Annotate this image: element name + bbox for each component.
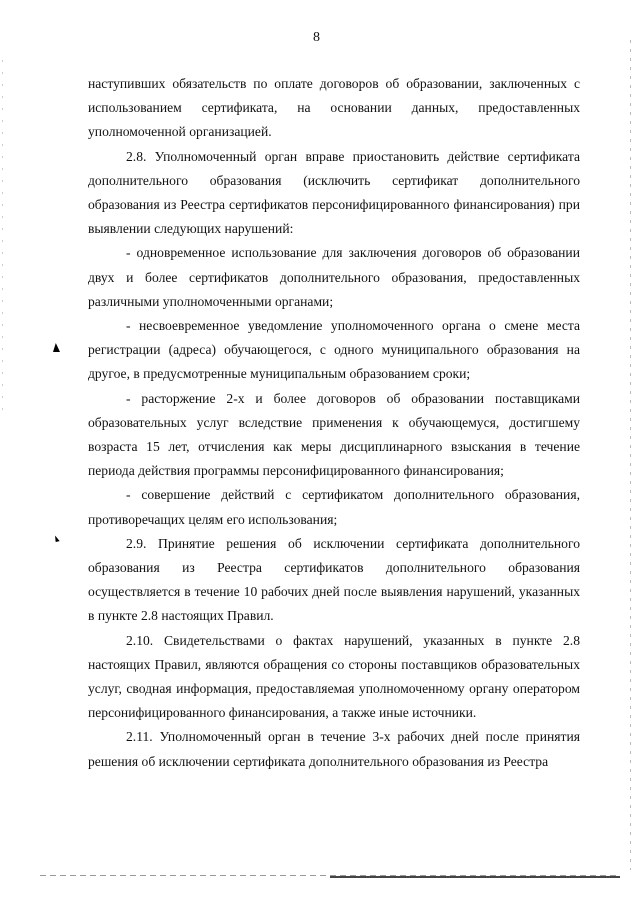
list-item-contrary-actions: - совершение действий с сертификатом дополнительного образования, противоречащих целям его использования; (88, 487, 580, 527)
list-item-contract-termination: - расторжение 2-х и более договоров об образовании поставщиками образовательных услуг вследствие применения к обучающемуся, достигшему возраста 15 лет, отчисления как меры дисциплинарного взыскания в течение периода действия программы персонифицированного финансирования; (88, 390, 580, 479)
scan-speck-mark (52, 535, 61, 543)
scan-edge-right (630, 40, 631, 870)
paragraph-2-8: 2.8. Уполномоченный орган вправе приостановить действие сертификата дополнительного образования (исключить сертификат дополнительного образования из Реестра сертификатов персонифицированного финансирования) при выявлении следующих нарушений: (88, 148, 580, 237)
list-item-late-notification: - несвоевременное уведомление уполномоченного органа о смене места регистрации (адреса) обучающегося, с одного муниципального образования на другое, в предусмотренные муниципальным образованием сроки; (88, 318, 580, 382)
paragraph-2-9: 2.9. Принятие решения об исключении сертификата дополнительного образования из Реестра сертификатов дополнительного образования осуществляется в течение 10 рабочих дней после выявления нарушений, указанных в пункте 2.8 настоящих Правил. (88, 535, 580, 624)
page-number: 8 (313, 30, 320, 45)
scan-speck-mark (53, 343, 60, 352)
scan-edge-left (2, 60, 3, 420)
paragraph-2-11: 2.11. Уполномоченный орган в течение 3-х рабочих дней после принятия решения об исключении сертификата дополнительного образования из Реестра (88, 729, 580, 769)
document-body (88, 72, 580, 774)
paragraph-2-10: 2.10. Свидетельствами о фактах нарушений, указанных в пункте 2.8 настоящих Правил, являются обращения со стороны поставщиков образовательных услуг, сводная информация, предоставляемая уполномоченному органу оператором персонифицированного финансирования, а также иные источники. (88, 632, 580, 721)
scan-edge-bottom-line (330, 876, 620, 878)
paragraph-continuation: наступивших обязательств по оплате договоров об образовании, заключенных с использованием сертификата, на основании данных, предоставленных уполномоченной организацией. (88, 76, 580, 140)
list-item-simultaneous-use: - одновременное использование для заключения договоров об образовании двух и более сертификатов дополнительного образования, предоставленных различными уполномоченными органами; (88, 245, 580, 309)
